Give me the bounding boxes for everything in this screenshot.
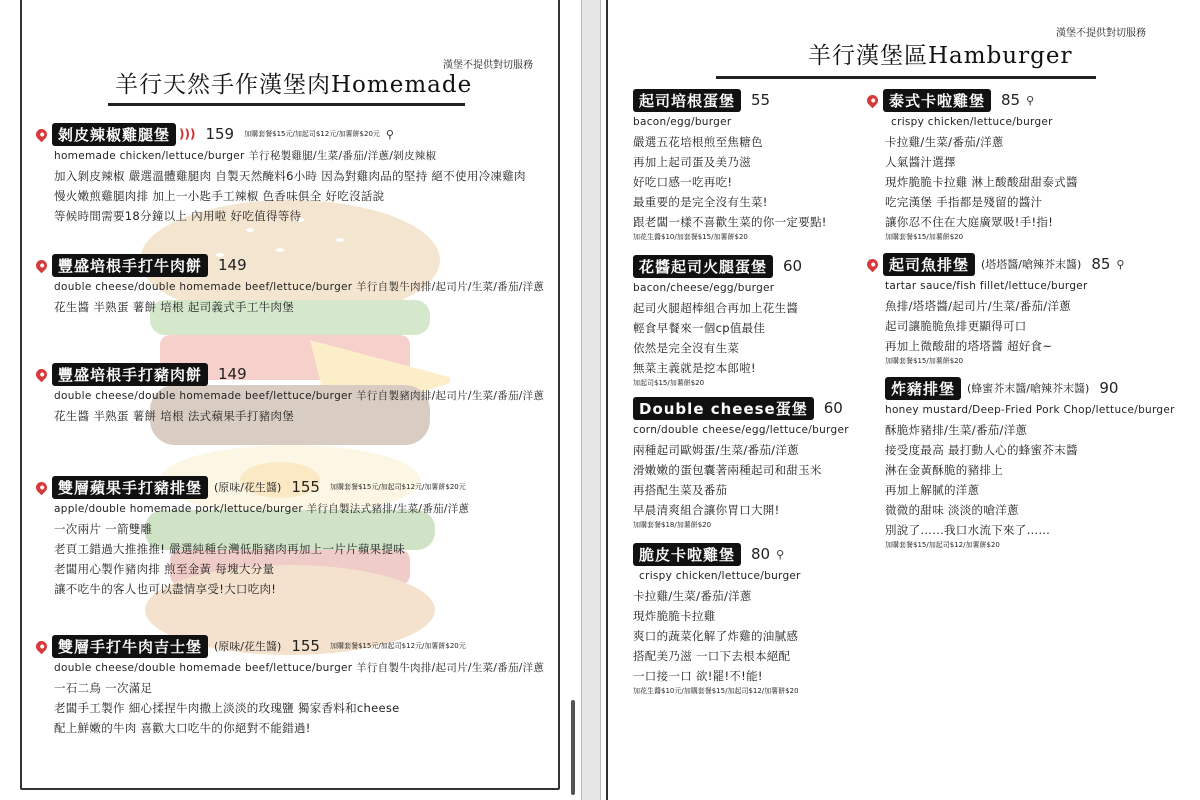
item-desc: 跟老闆一樣不喜歡生菜的你一定要點!: [633, 215, 827, 229]
item-desc: 花生醬 半熟蛋 薯餅 培根 法式蘋果手打豬肉堡: [54, 409, 295, 423]
item-desc: 再加上解膩的洋蔥: [885, 483, 980, 497]
bone-icon: ⚲: [1116, 257, 1125, 271]
item-addon: 加購套餐$15元/加起司$12元/加薯餅$20元: [329, 642, 466, 650]
item-desc: homemade chicken/lettuce/burger 羊行秘製雞腿/生菜/番茄/洋蔥/剝皮辣椒: [54, 150, 437, 162]
item-desc: 再搭配生菜及番茄: [633, 483, 728, 497]
menu-item[interactable]: [867, 252, 1124, 367]
title-underline: [108, 103, 465, 106]
item-desc: 再加上起司蛋及美乃滋: [633, 155, 751, 169]
menu-page-right: [600, 0, 1200, 800]
menu-item[interactable]: [867, 88, 1078, 243]
title-underline: [716, 76, 1096, 79]
item-addon: 加購套餐$15元/加起司$12元/加薯餅$20元: [329, 483, 466, 491]
item-addon: 加購套餐$18/加薯餅$20: [633, 521, 712, 529]
item-name: 脆皮卡啦雞堡: [633, 543, 741, 566]
item-sauce: (塔塔醬/嗆辣芥末醬): [981, 258, 1082, 271]
location-pin-icon: [34, 638, 50, 654]
item-desc: 起司火腿超棒組合再加上花生醬: [633, 301, 799, 315]
no-cut-note: 漢堡不提供對切服務: [443, 60, 533, 71]
item-desc: 早晨清爽組合讓你胃口大開!: [633, 503, 780, 517]
item-sauce: (原味/花生醬): [214, 640, 282, 653]
item-desc: 讓不吃牛的客人也可以盡情享受!大口吃肉!: [54, 582, 277, 596]
item-price: 60: [823, 399, 843, 417]
menu-item[interactable]: [36, 253, 544, 317]
item-desc: 淋在金黃酥脆的豬排上: [885, 463, 1003, 477]
item-desc: 最重要的是完全沒有生菜!: [633, 195, 768, 209]
menu-item[interactable]: [633, 396, 849, 531]
item-desc: 起司讓脆脆魚排更顯得可口: [885, 319, 1027, 333]
item-addon: 加起司$15/加薯餅$20: [633, 379, 705, 387]
item-addon: 加購套餐$15/加起司$12/加薯餅$20: [885, 541, 1000, 549]
item-desc: crispy chicken/lettuce/burger: [639, 570, 801, 582]
item-desc: 讓你忍不住在大庭廣眾吸!手!指!: [885, 215, 1054, 229]
item-desc: 卡拉雞/生菜/番茄/洋蔥: [633, 589, 752, 603]
scrollbar-thumb[interactable]: [571, 700, 575, 795]
item-price: 60: [783, 257, 803, 275]
item-addon: 加購套餐$15/加薯餅$20: [885, 357, 964, 365]
item-desc: 輕食早餐來一個cp值最佳: [633, 321, 766, 335]
bone-icon: ⚲: [385, 127, 394, 141]
item-price: 55: [751, 91, 771, 109]
item-desc: 一次兩片 一箭雙雕: [54, 522, 153, 536]
menu-item[interactable]: [633, 254, 802, 389]
item-name: 泰式卡啦雞堡: [883, 89, 991, 112]
item-desc: 老頁工錯過大推推推! 嚴選純種台灣低脂豬肉再加上一片片蘋果提味: [54, 542, 406, 556]
page-title: 羊行漢堡區Hamburger: [808, 43, 1073, 69]
item-desc: 搭配美乃滋 一口下去根本絕配: [633, 649, 791, 663]
item-price: 155: [291, 478, 320, 496]
location-pin-icon: [865, 256, 881, 272]
menu-item[interactable]: [36, 634, 544, 738]
item-desc: 好吃口感一吃再吃!: [633, 175, 733, 189]
item-desc: apple/double homemade pork/lettuce/burger 羊行自製法式豬排/生菜/番茄/洋蔥: [54, 503, 470, 515]
item-desc: 酥脆炸豬排/生菜/番茄/洋蔥: [885, 423, 1028, 437]
item-desc: 等候時間需要18分鐘以上 內用啦 好吃值得等待: [54, 209, 302, 223]
item-desc: 人氣醬汁選擇: [885, 155, 956, 169]
item-desc: double cheese/double homemade beef/lettuce/burger 羊行自製牛肉排/起司片/生菜/番茄/洋蔥: [54, 662, 545, 674]
item-desc: bacon/cheese/egg/burger: [633, 282, 775, 294]
item-desc: 一石二鳥 一次滿足: [54, 681, 153, 695]
item-price: 85: [1001, 91, 1021, 109]
item-name: 起司魚排堡: [883, 253, 975, 276]
item-desc: double cheese/double homemade beef/lettuce/burger 羊行自製牛肉排/起司片/生菜/番茄/洋蔥: [54, 281, 545, 293]
item-desc: 現炸脆脆卡拉雞 淋上酸酸甜甜泰式醬: [885, 175, 1078, 189]
item-desc: double cheese/double homemade beef/lettuce/burger 羊行自製豬肉排/起司片/生菜/番茄/洋蔥: [54, 390, 545, 402]
item-name: 花醬起司火腿蛋堡: [633, 255, 773, 278]
menu-item[interactable]: [36, 362, 544, 426]
item-sauce: (原味/花生醬): [214, 481, 282, 494]
item-desc: 別說了……我口水流下來了……: [885, 523, 1051, 537]
item-desc: 微微的甜味 淡淡的嗆洋蔥: [885, 503, 1019, 517]
location-pin-icon: [34, 126, 50, 142]
item-desc: tartar sauce/fish fillet/lettuce/burger: [885, 280, 1088, 292]
menu-page-left: [0, 0, 582, 800]
chili-icon: ))): [179, 127, 196, 141]
item-addon: 加購套餐$15元/加起司$12元/加薯餅$20元: [244, 130, 380, 138]
item-name: 起司培根蛋堡: [633, 89, 741, 112]
item-desc: 無菜主義就是挖本郎啦!: [633, 361, 756, 375]
menu-item[interactable]: [36, 122, 526, 226]
item-desc: corn/double cheese/egg/lettuce/burger: [633, 424, 849, 436]
item-price: 85: [1091, 255, 1111, 273]
item-desc: 加入剝皮辣椒 嚴選溫體雞腿肉 自製天然醃料6小時 因為對雞肉品的堅持 絕不使用冷凍雞肉: [54, 169, 526, 183]
item-addon: 加購套餐$15/加薯餅$20: [885, 233, 964, 241]
item-desc: 依然是完全沒有生菜: [633, 341, 740, 355]
item-desc: 一口接一口 欲!罷!不!能!: [633, 669, 763, 683]
location-pin-icon: [34, 479, 50, 495]
menu-item[interactable]: [633, 542, 801, 697]
location-pin-icon: [865, 92, 881, 108]
item-price: 90: [1099, 379, 1119, 397]
item-name: Double cheese蛋堡: [633, 397, 814, 420]
item-name: 剝皮辣椒雞腿堡: [52, 123, 176, 146]
menu-item[interactable]: [36, 475, 469, 599]
item-name: 豐盛培根手打豬肉餅: [52, 363, 208, 386]
item-desc: 老闆手工製作 細心揉捏牛肉撒上淡淡的玫瑰鹽 獨家香料和cheese: [54, 701, 400, 715]
no-cut-note: 漢堡不提供對切服務: [1056, 28, 1146, 39]
item-desc: 再加上微酸甜的塔塔醬 超好食~: [885, 339, 1053, 353]
item-desc: 卡拉雞/生菜/番茄/洋蔥: [885, 135, 1004, 149]
item-addon: 加花生醬$10元/加購套餐$15/加起司$12/加薯餅$20: [633, 687, 799, 695]
page-title: 羊行天然手作漢堡肉Homemade: [115, 72, 473, 98]
item-desc: 嚴選五花培根煎至焦糖色: [633, 135, 763, 149]
bone-icon: ⚲: [1026, 93, 1035, 107]
item-name: 炸豬排堡: [885, 377, 961, 400]
item-desc: 兩種起司歐姆蛋/生菜/番茄/洋蔥: [633, 443, 799, 457]
item-desc: 花生醬 半熟蛋 薯餅 培根 起司義式手工牛肉堡: [54, 300, 295, 314]
item-desc: bacon/egg/burger: [633, 116, 732, 128]
item-price: 149: [218, 365, 247, 383]
menu-item[interactable]: [885, 376, 1175, 551]
item-desc: 老闆用心製作豬肉排 煎至金黃 每塊大分量: [54, 562, 275, 576]
item-name: 雙層手打牛肉吉士堡: [52, 635, 208, 658]
item-desc: 魚排/塔塔醬/起司片/生菜/番茄/洋蔥: [885, 299, 1072, 313]
menu-item[interactable]: [633, 88, 827, 243]
item-addon: 加花生醬$10/加套餐$15/加薯餅$20: [633, 233, 748, 241]
item-price: 80: [751, 545, 771, 563]
item-desc: 滑嫩嫩的蛋包囊著兩種起司和甜玉米: [633, 463, 822, 477]
item-price: 149: [218, 256, 247, 274]
location-pin-icon: [34, 366, 50, 382]
item-desc: 配上鮮嫩的牛肉 喜歡大口吃牛的你絕對不能錯過!: [54, 721, 311, 735]
item-desc: 爽口的蔬菜化解了炸雞的油膩感: [633, 629, 799, 643]
item-name: 豐盛培根手打牛肉餅: [52, 254, 208, 277]
item-desc: 吃完漢堡 手指都是殘留的醬汁: [885, 195, 1043, 209]
location-pin-icon: [34, 257, 50, 273]
item-price: 159: [205, 125, 235, 143]
item-desc: honey mustard/Deep-Fried Pork Chop/lettuce/burger: [885, 404, 1175, 416]
item-sauce: (蜂蜜芥末醬/嗆辣芥末醬): [967, 382, 1090, 395]
item-desc: 現炸脆脆卡拉雞: [633, 609, 716, 623]
item-desc: 接受度最高 最打動人心的蜂蜜芥末醬: [885, 443, 1078, 457]
item-name: 雙層蘋果手打豬排堡: [52, 476, 208, 499]
item-price: 155: [291, 637, 320, 655]
bone-icon: ⚲: [776, 547, 785, 561]
item-desc: 慢火嫩煎雞腿肉排 加上一小匙手工辣椒 色香味俱全 好吃沒話說: [54, 189, 385, 203]
item-desc: crispy chicken/lettuce/burger: [891, 116, 1053, 128]
